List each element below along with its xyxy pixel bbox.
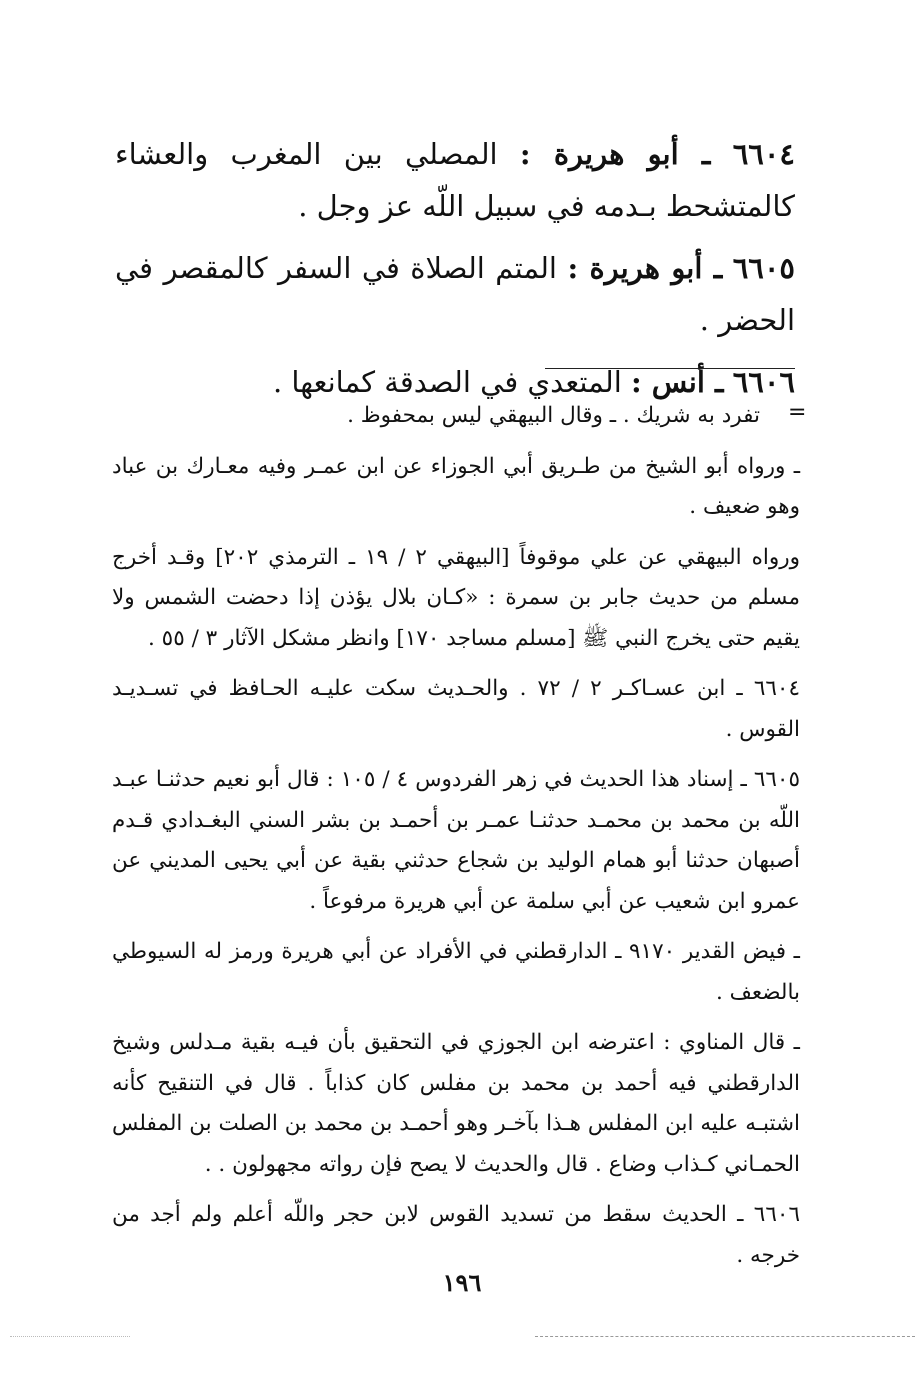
hadith-number: ٦٦٠٦ (732, 365, 795, 399)
hadith-narrator: أبو هريرة : (567, 251, 703, 285)
footnote-paragraph: ٦٦٠٥ ـ إسناد هذا الحديث في زهر الفردوس ٤ / ١٠٥ : قال أبو نعيم حدثنـا عبـد اللّه بن محمد بن محمـد حدثنـا عمـر بن أحمـد بن بشر السني البغـدادي قـدم أصبهان حدثنا أبو همام الوليد بن شجاع حدثني بقية عن أبي يحيى المديني عن عمرو ابن شعيب عن أبي سلمة عن أبي هريرة مرفوعاً . (112, 767, 801, 914)
hadith-number: ٦٦٠٤ (732, 137, 795, 171)
footnote-paragraph: ـ قال المناوي : اعترضه ابن الجوزي في التحقيق بأن فيـه بقية مـدلس وشيخ الدارقطني فيه أحمد بن محمد بن مفلس كان كذاباً . قال في التنقيح كأنه اشتبـه عليه ابن المفلس هـذا بآخـر وهو أحمـد بن محمد بن الصلت بن المفلس الحمـاني كـذاب وضاع . قال والحديث لا يصح فإن رواته مجهولون . . (112, 1030, 800, 1177)
hadith-entry: ٦٦٠٦ ـ أنس : المتعدي في الصدقة كمانعها . (272, 365, 795, 399)
hadith-narrator: أنس : (630, 365, 705, 399)
scan-edge-line (10, 1336, 130, 1337)
hadith-entry: ٦٦٠٤ ـ أبو هريرة : المصلي بين المغرب والعشاء كالمتشحط بـدمه في سبيل اللّه عز وجل . (115, 137, 795, 223)
hadith-entry: ٦٦٠٥ ـ أبو هريرة : المتم الصلاة في السفر كالمقصر في الحضر . (115, 251, 796, 337)
hadith-list (115, 128, 795, 418)
footnotes (112, 396, 800, 1286)
hadith-text: المتم الصلاة في السفر كالمقصر في الحضر . (115, 251, 795, 337)
footnote-paragraph: ٦٦٠٤ ـ ابن عسـاكـر ٢ / ٧٢ . والحـديث سكت عليـه الحـافظ في تسـديـد القوس . (112, 676, 801, 742)
footnote-paragraph: ورواه البيهقي عن علي موقوفاً [البيهقي ٢ / ١٩ ـ الترمذي ٢٠٢] وقـد أخرج مسلم من حديث جابر بن سمرة : «كـان بلال يؤذن إذا دحضت الشمس ولا يقيم حتى يخرج النبي ﷺ [مسلم مساجد ١٧٠] وانظر مشكل الآثار ٣ / ٥٥ . (112, 544, 800, 651)
hadith-text: المصلي بين المغرب والعشاء كالمتشحط بـدمه في سبيل اللّه عز وجل . (115, 137, 795, 223)
hadith-number: ٦٦٠٥ (732, 251, 796, 285)
footnote-paragraph: ـ ورواه أبو الشيخ من طـريق أبي الجوزاء عن ابن عمـر وفيه معـارك بن عباد وهو ضعيف . (112, 453, 800, 519)
footnote-paragraph: ـ فيض القدير ٩١٧٠ ـ الدارقطني في الأفراد عن أبي هريرة ورمز له السيوطي بالضعف . (112, 939, 800, 1005)
continuation-mark: = (788, 400, 807, 425)
footnote-divider (545, 368, 795, 369)
scan-edge-line (535, 1336, 915, 1337)
hadith-narrator: أبو هريرة : (519, 137, 679, 171)
page-number: ١٩٦ (442, 1268, 482, 1297)
footnote-paragraph: تفرد به شريك . ـ وقال البيهقي ليس بمحفوظ . (347, 403, 760, 428)
hadith-text: المتعدي في الصدقة كمانعها . (272, 365, 622, 399)
footnote-paragraph: ٦٦٠٦ ـ الحديث سقط من تسديد القوس لابن حجر واللّه أعلم ولم أجد من خرجه . (112, 1202, 800, 1268)
